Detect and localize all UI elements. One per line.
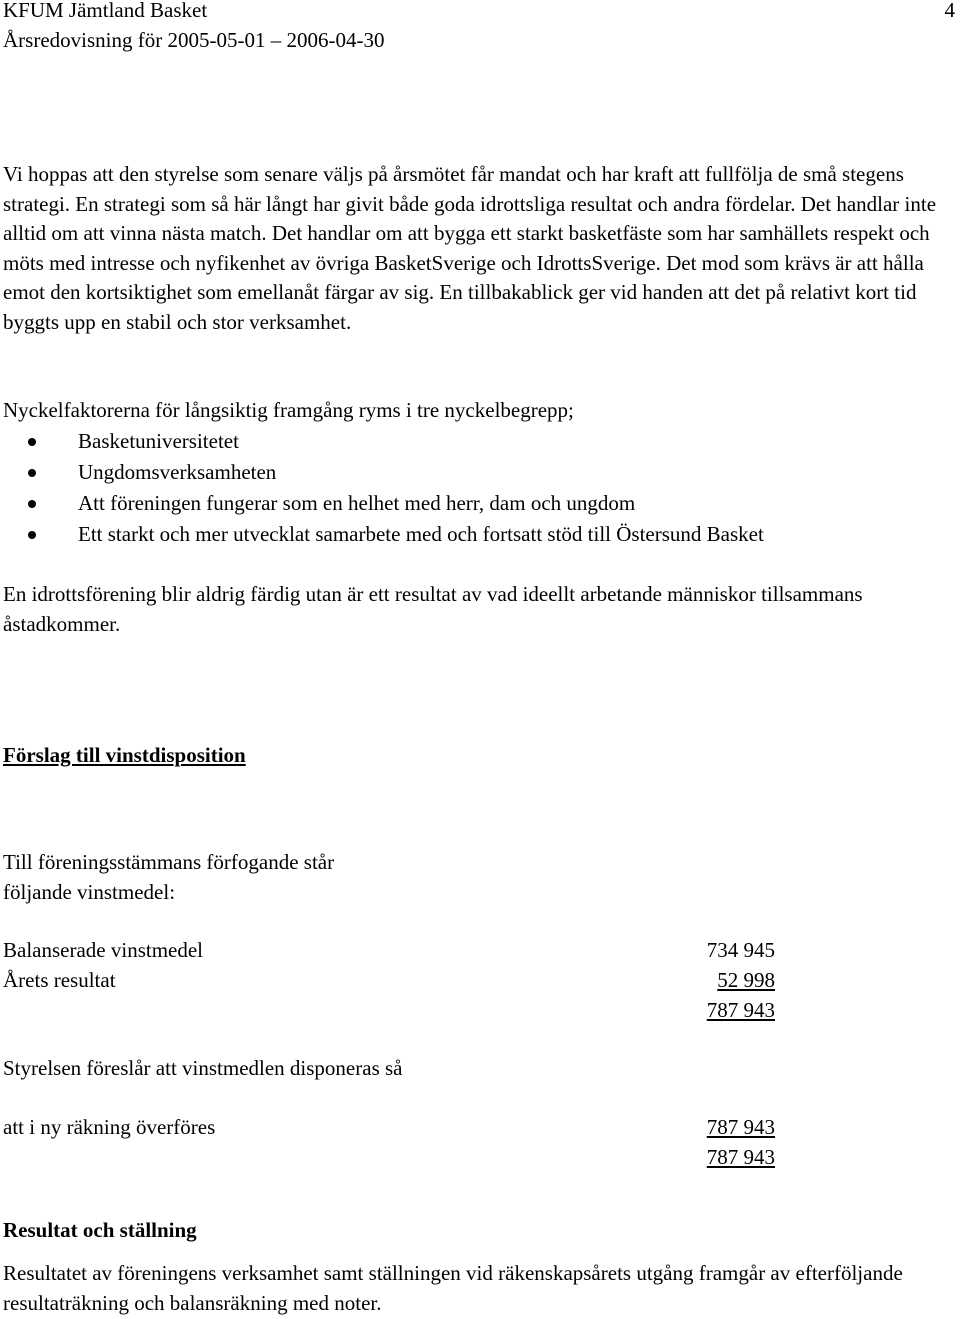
intro-paragraph: Vi hoppas att den styrelse som senare väljs på årsmötet får mandat och har kraft att fullfölja de små stegens strategi. En strategi som så här långt har givit både goda idrottsliga resultat och andra fördelar. Det handlar inte alltid om att vinna nästa match. Det handlar om att bygga ett starkt basketfäste som har samhällets respekt och möts med intresse och nyfikenhet av övriga BasketSverige och IdrottsSverige. Det mod som krävs är att hålla emot den kortsiktighet som emellanåt färgar av sig. En tillbakablick ger vid handen att det på relativt kort tid byggts upp en stabil och stor verksamhet. (3, 162, 937, 334)
list-item (3, 519, 957, 550)
list-item-text: Att föreningen fungerar som en helhet med herr, dam och ungdom (78, 490, 636, 515)
page-header (3, 0, 955, 55)
key-factors-intro: Nyckelfaktorerna för långsiktig framgång ryms i tre nyckelbegrepp; (3, 398, 574, 422)
bullet-icon (28, 500, 36, 508)
retained-earnings-row (3, 935, 773, 965)
key-factors-section (3, 396, 957, 550)
proposal-block (3, 1054, 957, 1084)
report-title: Årsredovisning för 2005-05-01 – 2006-04-30 (3, 27, 385, 52)
list-item (3, 457, 957, 488)
disposition-intro (3, 848, 957, 907)
key-factors-list (3, 426, 957, 551)
retained-earnings-label: Balanserade vinstmedel (3, 938, 204, 962)
bullet-icon (28, 469, 36, 477)
proposal-text: Styrelsen föreslår att vinstmedlen disponeras så (3, 1056, 403, 1080)
intro-section (3, 160, 957, 338)
closing-paragraph: En idrottsförening blir aldrig färdig utan är ett resultat av vad ideellt arbetande människor tillsammans åstadkommer. (3, 582, 863, 636)
results-paragraph: Resultatet av föreningens verksamhet samt ställningen vid räkenskapsårets utgång framgår av efterföljande resultaträkning och balansräkning med noter. (3, 1261, 903, 1315)
list-item-text: Ett starkt och mer utvecklat samarbete med och fortsatt stöd till Östersund Basket (78, 522, 764, 547)
carry-forward-total-row (3, 1142, 773, 1172)
profit-disposition-heading: Förslag till vinstdisposition (3, 743, 246, 767)
bullet-icon (28, 438, 36, 446)
disposition-intro-line2: följande vinstmedel: (3, 879, 176, 904)
page-number: 4 (944, 0, 955, 22)
profit-disposition-heading-block (3, 741, 957, 771)
year-result-value: 52 998 (717, 968, 775, 992)
organization-name: KFUM Jämtland Basket (3, 0, 208, 22)
year-result-label: Årets resultat (3, 968, 116, 992)
disposition-intro-line1: Till föreningsstämmans förfogande står (3, 850, 335, 874)
list-item-text: Ungdomsverksamheten (78, 459, 277, 484)
carry-forward-label: att i ny räkning överföres (3, 1115, 216, 1139)
year-result-row (3, 965, 773, 995)
list-item (3, 488, 957, 519)
bullet-icon (28, 531, 36, 539)
total-value: 787 943 (706, 998, 775, 1022)
carry-forward-row (3, 1112, 773, 1142)
total-row (3, 995, 773, 1025)
carry-forward-total: 787 943 (706, 1145, 775, 1169)
list-item (3, 426, 957, 457)
closing-section (3, 580, 957, 639)
retained-earnings-value: 734 945 (706, 938, 775, 962)
list-item-text: Basketuniversitetet (78, 428, 239, 453)
results-text-block (3, 1259, 957, 1318)
results-heading-block (3, 1216, 957, 1246)
results-heading: Resultat och ställning (3, 1218, 197, 1242)
carry-forward-value: 787 943 (706, 1115, 775, 1139)
